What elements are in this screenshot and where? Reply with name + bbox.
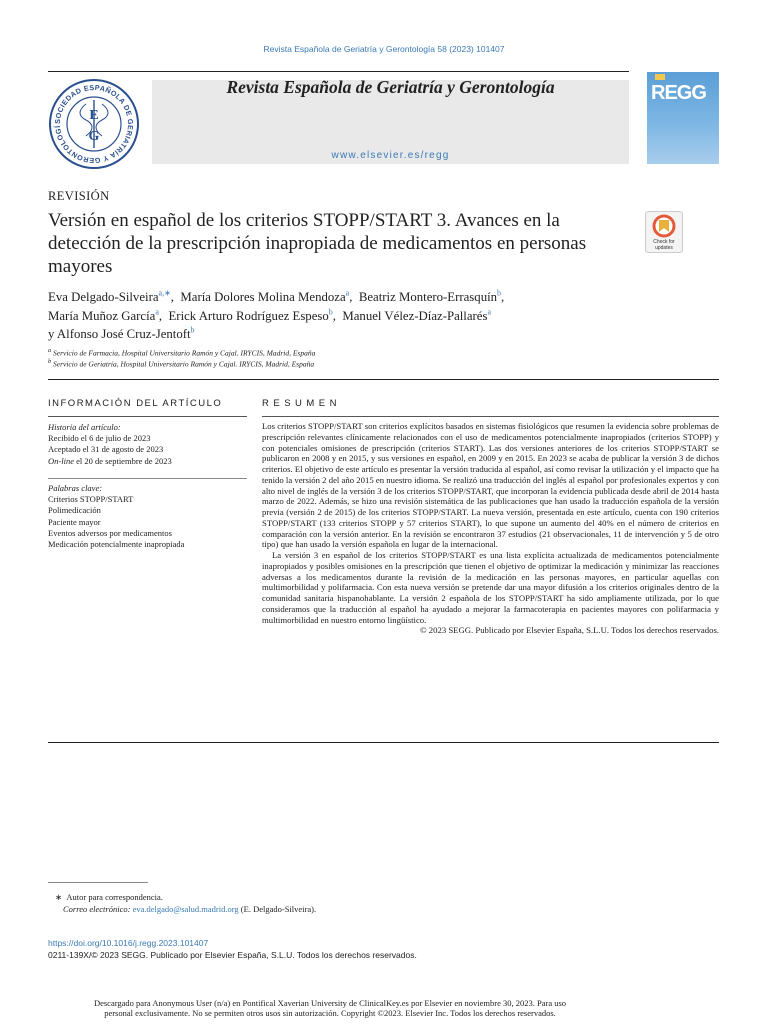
author-name[interactable]: María Dolores Molina Mendoza	[180, 290, 346, 304]
abstract-paragraph-2: La versión 3 en español de los criterios STOPP/START es una lista explícita actualizada de medicamentos potencialmente inapropiados y posibles omisiones en la prescripción que tienen el objetivo de optimizar la medicación y minimizar las reacciones adversas a los medicamentos durante la revisión de la medicación en las personas mayores, en particular aquellas con multimorbilidad y polifarmacia. Con esta nueva versión se pretende dar una mayor difusión a los criterios originales dentro de la comunidad sanitaria hispanohablante. La versión 2 española de los STOPP/START ha sido ampliamente utilizada, por lo que consideramos que la traducción al español ha ayudado a mejorar la farmacoterapia en pacientes mayores con polifarmacia y multimorbilidad en nuestro entorno lingüístico.	[262, 550, 719, 625]
check-for-updates-button[interactable]	[645, 211, 683, 253]
keyword-item: Polimedicación	[48, 505, 101, 516]
issn-copyright: 0211-139X/© 2023 SEGG. Publicado por Elsevier España, S.L.U. Todos los derechos reservados.	[48, 950, 417, 960]
history-received: Recibido el 6 de julio de 2023	[48, 433, 151, 444]
affiliation-b	[48, 358, 314, 369]
article-title: Versión en español de los criterios STOPP/START 3. Avances en la detección de la prescripción inapropiada de medicamentos en personas mayores	[48, 210, 587, 277]
bottom-rule	[48, 742, 719, 743]
author-sup[interactable]: a	[345, 288, 350, 298]
logo-letter-g: G	[88, 129, 100, 144]
keyword-item: Eventos adversos por medicamentos	[48, 527, 172, 538]
society-logo	[48, 78, 140, 170]
author-name[interactable]: Manuel Vélez-Díaz-Pallarés	[342, 308, 488, 323]
affiliation-text: Servicio de Farmacia, Hospital Universitario Ramón y Cajal. IRYCIS, Madrid, España	[53, 348, 316, 358]
journal-cover-image	[647, 72, 719, 164]
author-name[interactable]: Eva Delgado-Silveira	[48, 290, 159, 304]
check-badge-label-2: updates	[655, 245, 673, 251]
author-sup[interactable]: b	[328, 307, 333, 317]
logo-letter-e: E	[89, 108, 99, 123]
affiliation-key: a	[48, 347, 52, 354]
abstract-heading: RESUMEN	[262, 398, 342, 409]
history-accepted: Aceptado el 31 de agosto de 2023	[48, 444, 164, 455]
history-label: Historia del artículo:	[48, 422, 121, 432]
cover-badge	[655, 74, 665, 80]
keywords	[48, 483, 248, 550]
divider-rule	[48, 379, 719, 380]
keyword-item: Medicación potencialmente inapropiada	[48, 539, 185, 550]
journal-citation[interactable]: Revista Española de Geriatría y Gerontología 58 (2023) 101407	[263, 44, 505, 54]
header-rule	[48, 71, 629, 72]
abstract-paragraph-1: Los criterios STOPP/START son criterios explícitos basados en sistemas fisiológicos que resumen la evidencia sobre problemas de prescripción relevantes clínicamente relacionados con el uso de medicamentos potencialmente inapropiados (criterios STOPP) y con potenciales omisiones de prescripción (criterios START). Las dos versiones anteriores de los criterios STOPP/START se publicaron en 2008 y en 2015, y sus versiones en español, en 2009 y en 2015. En 2023 se acaba de publicar la versión 3 de dichos criterios. El objetivo de este artículo es presentar la versión traducida al español, así como revisar la utilización y el impacto que ha tenido la versión 2 del año 2015 en nuestro idioma. Se realizó una traducción del inglés al español por profesionales expertos y con alto nivel de inglés de la versión 3 de los criterios STOPP/START, que incorporan la evidencia publicada desde abril de 2014 hasta marzo de 2022. Además, se hizo una revisión sistemática de las publicaciones que han usado la traducción española de la versión previa (versión 2 de 2015) de los criterios STOPP/START. La nueva versión, presentada en este artículo, cuenta con 190 criterios STOPP/START (133 criterios STOPP y 57 criterios START), lo que supone un aumento del 40% en el número de criterios en comparación con la versión anterior. En la revisión se encontraron 37 estudios (21 observacionales, 11 de intervención y 5 de otro tipo) que han usado la versión española en lugar de la internacional.	[262, 421, 719, 550]
info-rule-keywords	[48, 478, 247, 479]
affiliation-key: b	[48, 358, 52, 365]
logo-ring-text: SOCIEDAD ESPAÑOLA DE GERIATRÍA Y GERONTOLOGÍ	[52, 82, 136, 166]
author-name[interactable]: Erick Arturo Rodríguez Espeso	[168, 308, 329, 323]
history-online	[48, 456, 248, 467]
doi-link[interactable]: https://doi.org/10.1016/j.regg.2023.101407	[48, 938, 209, 948]
online-label: On-line	[48, 455, 74, 466]
download-notice	[60, 998, 600, 1018]
info-rule	[48, 416, 247, 417]
author-sup[interactable]: a,∗	[158, 288, 171, 298]
article-info-heading: INFORMACIÓN DEL ARTÍCULO	[48, 398, 223, 409]
article-section: REVISIÓN	[48, 189, 110, 203]
author-name[interactable]: Alfonso José Cruz-Jentoft	[56, 327, 191, 341]
corresponding-author-note	[55, 891, 163, 903]
email-link[interactable]: eva.delgado@salud.madrid.org	[132, 904, 239, 914]
keywords-label: Palabras clave:	[48, 483, 103, 493]
author-list: Eva Delgado-Silveira$^{a,∗}$, María Dolores Molina Mendoza$^a$, Beatriz Montero-Errasquín$^b$, María Muñoz García$^a$, Erick Arturo Rodríguez Espeso$^b$, Manuel Vélez-Díaz-Pallarés$^a$ y Alfonso José Cruz-Jentoft$^b$	[48, 288, 505, 341]
journal-url-link[interactable]: www.elsevier.es/regg	[331, 150, 450, 161]
email-owner: (E. Delgado-Silveira).	[238, 904, 317, 914]
journal-title: Revista Española de Geriatría y Gerontología	[226, 77, 555, 97]
article-history	[48, 422, 248, 467]
keyword-item: Criterios STOPP/START	[48, 494, 134, 505]
footnote-rule	[48, 882, 148, 883]
download-line-1: Descargado para Anonymous User (n/a) en Pontifical Xaverian University de ClinicalKey.es por Elsevier en noviembre 30, 2023. Para uso	[93, 998, 567, 1008]
affiliation-text: Servicio de Geriatría, Hospital Universitario Ramón y Cajal. IRYCIS, Madrid, España	[53, 359, 315, 369]
author-conjunction: y	[48, 327, 55, 341]
check-badge-label-1: Check for	[653, 239, 675, 245]
author-sup[interactable]: a	[155, 307, 159, 317]
keyword-item: Paciente mayor	[48, 516, 101, 527]
author-sup[interactable]: b	[190, 325, 195, 335]
footnote-text: Autor para correspondencia.	[66, 892, 163, 902]
affiliation-a	[48, 347, 315, 358]
author-sup[interactable]: b	[497, 288, 502, 298]
email-label: Correo electrónico:	[63, 904, 131, 914]
abstract-body	[262, 421, 719, 636]
footnote-symbol: ∗	[55, 892, 63, 902]
abstract-rule	[262, 416, 719, 417]
author-sup[interactable]: a	[487, 307, 492, 317]
abstract-copyright: © 2023 SEGG. Publicado por Elsevier España, S.L.U. Todos los derechos reservados.	[420, 625, 719, 636]
cover-title: REGG	[651, 82, 706, 104]
author-name[interactable]: Beatriz Montero-Errasquín	[358, 290, 498, 304]
author-name[interactable]: María Muñoz García	[48, 308, 156, 323]
online-date: el 20 de septiembre de 2023	[73, 455, 172, 466]
email-note	[63, 903, 316, 915]
download-line-2: personal exclusivamente. No se permiten otros usos sin autorización. Copyright ©2023. Elsevier Inc. Todos los derechos reservados.	[104, 1008, 556, 1018]
